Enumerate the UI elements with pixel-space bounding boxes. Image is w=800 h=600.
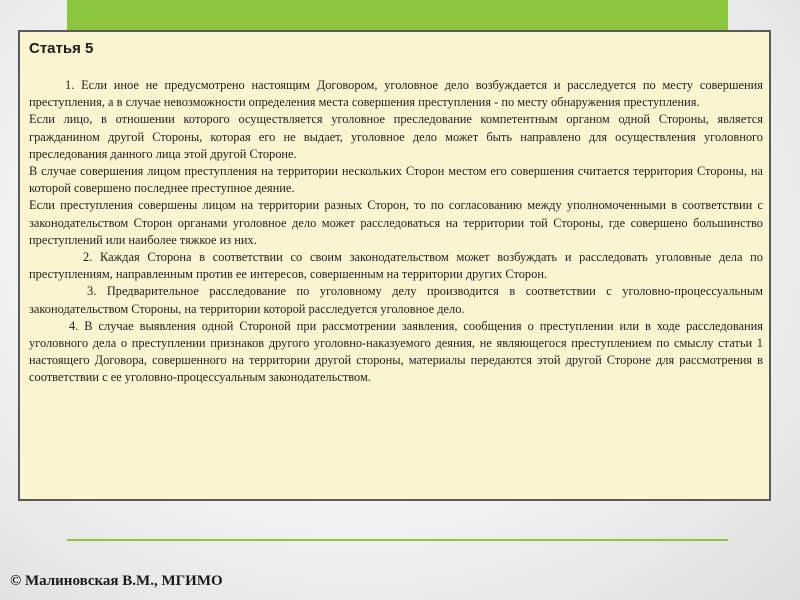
top-accent-band bbox=[67, 0, 728, 32]
article-content-box bbox=[18, 30, 771, 501]
article-paragraph-1: 1. Если иное не предусмотрено настоящим Договором, уголовное дело возбуждается и расследуется по месту совершения преступления, а в случае невозможности определения места совершения преступления - по месту обнаружения преступления. bbox=[29, 78, 763, 110]
copyright-footer: © Малиновская В.М., МГИМО bbox=[10, 573, 223, 589]
article-paragraph-3: В случае совершения лицом преступления на территории нескольких Сторон местом его совершения считается территория Стороны, на которой совершено последнее преступное деяние. bbox=[29, 164, 763, 196]
article-paragraph-5: 2. Каждая Сторона в соответствии со своим законодательством может возбуждать и расследовать уголовные дела по преступлениям, направленным против ее интересов, совершенным на территории других Сторон. bbox=[29, 250, 763, 282]
article-title: Статья 5 bbox=[29, 40, 94, 57]
article-paragraph-7: 4. В случае выявления одной Стороной при рассмотрении заявления, сообщения о преступлении или в ходе расследования уголовного дела о преступлении признаков другого уголовно-наказуемого деяния, не являющегося преступлением по смыслу статьи 1 настоящего Договора, совершенного на территории другой стороны, материалы передаются этой другой Стороне для рассмотрения в соответствии с ее уголовно-процессуальным законодательством. bbox=[29, 318, 763, 385]
article-paragraph-2: Если лицо, в отношении которого осуществляется уголовное преследование компетентным органом одной Стороны, является гражданином другой Стороны, которая его не выдает, уголовное дело может быть направлено для осуществления уголовного преследования данного лица этой другой Стороне. bbox=[29, 112, 763, 161]
bottom-accent-line bbox=[67, 539, 728, 541]
article-paragraph-6: 3. Предварительное расследование по уголовному делу производится в соответствии с уголовно-процессуальным законодательством Стороны, на территории которой расследуется уголовное дело. bbox=[29, 284, 763, 316]
article-paragraph-4: Если преступления совершены лицом на территории разных Сторон, то по согласованию между уполномоченными в соответствии с законодательством Сторон органами уголовное дело может расследоваться на территории той Стороны, где совершено большинство преступлений или наиболее тяжкое из них. bbox=[29, 198, 763, 247]
